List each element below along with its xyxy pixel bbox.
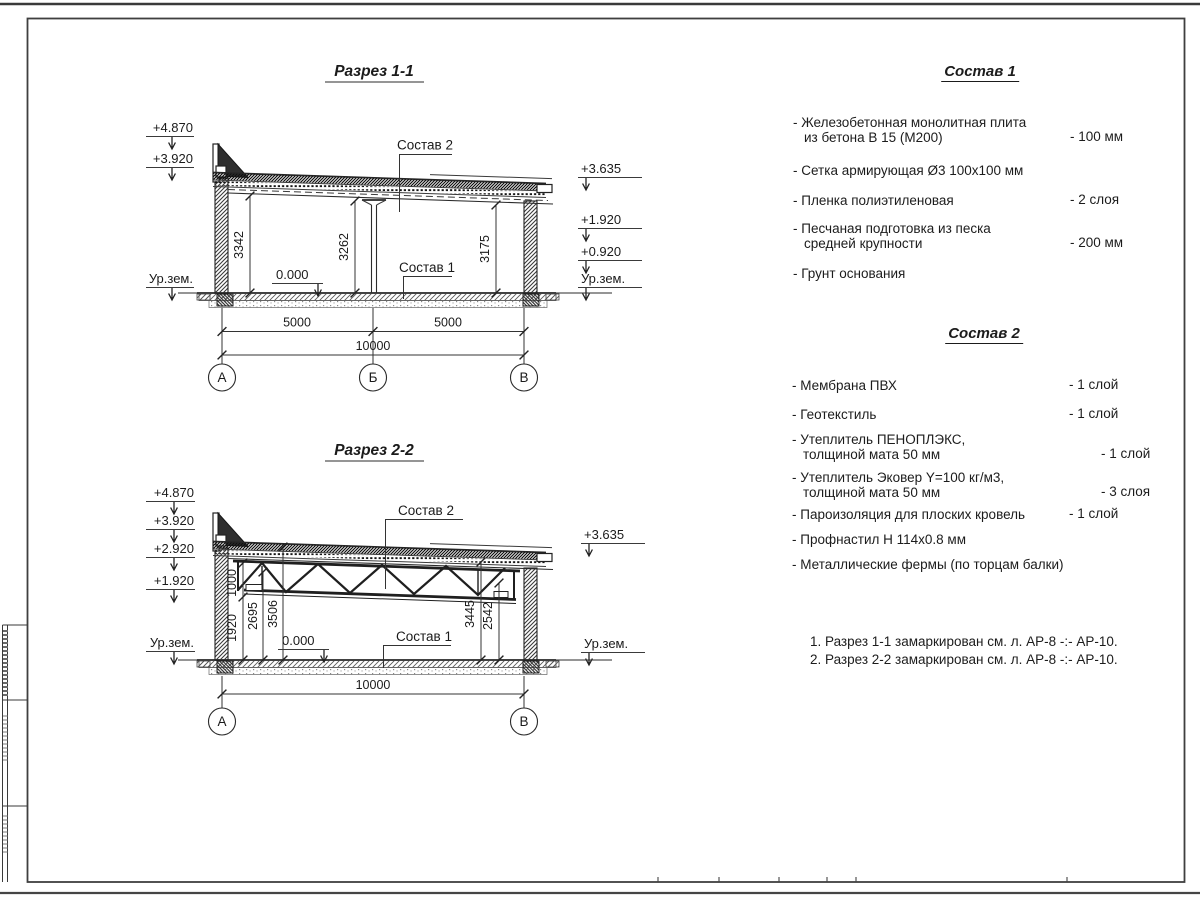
ground-level-mark: Ур.зем. [581, 271, 626, 286]
notes [810, 633, 1118, 668]
total-dim: 10000 [355, 339, 391, 353]
height-dim: 1000 [225, 569, 239, 597]
left-wall [215, 178, 228, 293]
material-item: - Пароизоляция для плоских кровель - 1 слой [792, 506, 1119, 522]
total-dim: 10000 [355, 678, 391, 692]
grid-axis-label: А [217, 714, 227, 730]
material-item: - Железобетонная монолитная плита из бетона В 15 (М200) - 100 мм [793, 115, 1124, 145]
roof-composition-label: Состав 2 [397, 137, 453, 153]
ground-level-mark: Ур.зем. [148, 271, 193, 286]
elevation-mark: +3.635 [584, 527, 625, 542]
stamp-vertical-text [3, 815, 8, 855]
elevation-mark: +2.920 [153, 541, 194, 556]
material-quantity: - 2 слоя [1070, 192, 1120, 207]
grid-axis-label: В [519, 714, 529, 730]
height-dim: 3342 [232, 231, 246, 259]
material-quantity: - 3 слоя [1101, 484, 1151, 499]
elevation-mark: +1.920 [581, 212, 622, 227]
span-dim: 5000 [434, 315, 462, 330]
section-2-2-span-dims [218, 676, 529, 708]
section-2-2-right-elevations [581, 527, 645, 665]
elevation-mark: +0.920 [581, 244, 622, 259]
height-dim: 3175 [478, 235, 492, 263]
composition-list-1 [793, 60, 1143, 300]
composition-1-title: Состав 1 [941, 64, 1019, 82]
material-quantity: - 1 слой [1069, 377, 1119, 392]
elevation-mark: +1.920 [153, 573, 194, 588]
right-wall [524, 568, 537, 660]
floor-composition-label: Состав 1 [396, 629, 452, 644]
section-1-1 [146, 63, 642, 391]
roof-edge-cap [537, 185, 552, 193]
composition-list-2 [792, 322, 1151, 582]
elevation-mark: +4.870 [153, 485, 194, 500]
ground-level-mark: Ур.зем. [584, 636, 629, 651]
stamp-vertical-text [3, 630, 8, 696]
section-2-2-left-elevations [146, 485, 195, 664]
material-item: - Профнастил Н 114х0.8 мм [792, 532, 966, 547]
elevation-mark: +4.870 [152, 120, 193, 135]
roof-edge-cap [537, 554, 552, 562]
section-1-1-left-elevations [146, 120, 194, 300]
material-quantity: - 100 мм [1070, 129, 1124, 144]
height-dim: 2542 [481, 602, 495, 630]
material-item: - Утеплитель Эковер Y=100 кг/м3, толщиной мата 50 мм - 3 слоя [792, 470, 1151, 500]
material-quantity: - 1 слой [1069, 406, 1119, 421]
material-item: - Песчаная подготовка из песка средней крупности - 200 мм [793, 221, 1124, 251]
grid-axis-label: А [217, 370, 227, 386]
section-1-1-grid-bubbles [209, 364, 538, 391]
material-item: - Утеплитель ПЕНОПЛЭКС, толщиной мата 50 мм - 1 слой [792, 432, 1151, 462]
stamp-vertical-text [3, 715, 8, 761]
section-1-1-title: Разрез 1-1 [334, 63, 414, 80]
material-quantity: - 200 мм [1070, 235, 1124, 250]
section-1-1-right-elevations [578, 161, 642, 300]
material-item: - Пленка полиэтиленовая - 2 слоя [793, 192, 1120, 208]
middle-column [362, 200, 386, 293]
material-item: - Грунт основания [793, 266, 906, 281]
material-item: - Сетка армирующая Ø3 100х100 мм [793, 163, 1024, 178]
right-wall [524, 201, 537, 293]
section-2-2-title: Разрез 2-2 [334, 442, 414, 459]
floor-composition-label: Состав 1 [399, 260, 455, 275]
elevation-mark: +3.920 [152, 151, 193, 166]
section-1-1-building [178, 144, 612, 308]
grid-axis-label: Б [368, 370, 378, 386]
material-quantity: - 1 слой [1101, 446, 1151, 461]
material-quantity: - 1 слой [1069, 506, 1119, 521]
composition-2-title: Состав 2 [945, 326, 1023, 344]
span-dim: 5000 [283, 315, 311, 330]
section-1-1-span-dims [218, 308, 529, 364]
section-1-1-zero-mark [272, 267, 323, 296]
section-2-2-grid-bubbles [209, 708, 538, 735]
ground-level-mark: Ур.зем. [149, 635, 194, 650]
zero-level: 0.000 [276, 267, 309, 282]
height-dim: 2695 [246, 602, 260, 630]
grid-axis-label: В [519, 370, 529, 386]
elevation-mark: +3.635 [581, 161, 622, 176]
roof-composition-label: Состав 2 [398, 503, 454, 518]
note-line: 1. Разрез 1-1 замаркирован см. л. АР-8 -:- АР-10. [810, 634, 1118, 649]
height-dim: 3445 [463, 600, 477, 628]
height-dim: 3506 [266, 600, 280, 628]
left-wall [215, 548, 228, 660]
note-line: 2. Разрез 2-2 замаркирован см. л. АР-8 -:- АР-10. [810, 651, 1118, 667]
section-1-1-height-dims [232, 192, 500, 298]
elevation-mark: +3.920 [153, 513, 194, 528]
zero-level: 0.000 [282, 633, 315, 648]
section-2-2 [146, 442, 645, 735]
material-item: - Геотекстиль - 1 слой [792, 406, 1119, 422]
section-1-1-leaders [397, 138, 455, 300]
height-dim: 1920 [225, 614, 239, 642]
height-dim: 3262 [337, 233, 351, 261]
material-item: - Металлические фермы (по торцам балки) [792, 557, 1064, 572]
material-item: - Мембрана ПВХ - 1 слой [792, 377, 1119, 393]
